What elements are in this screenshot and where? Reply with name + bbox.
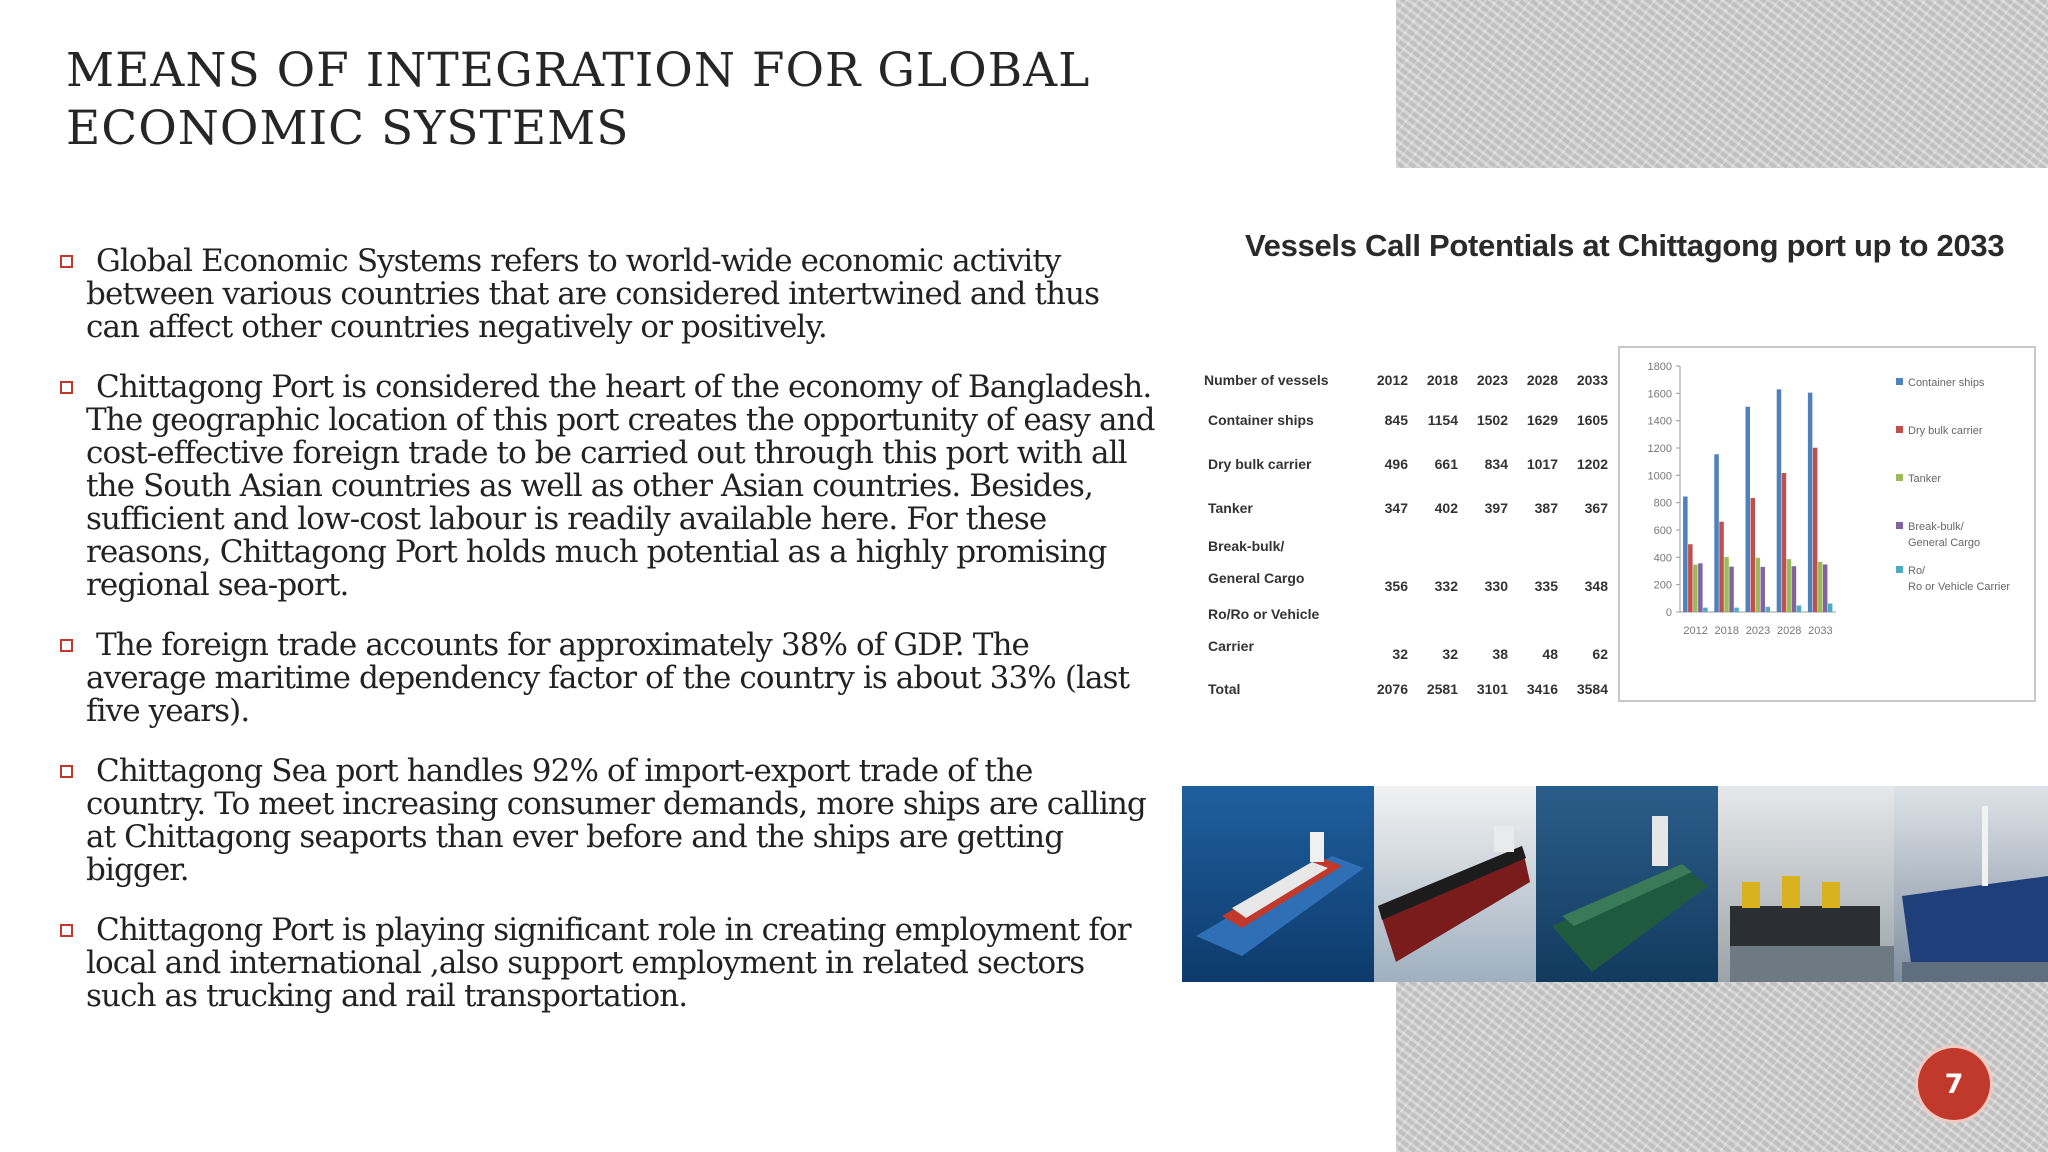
table-cell: 1502 [1476, 412, 1508, 428]
chart-bar [1746, 407, 1751, 612]
table-row-label-line-1: Ro/Ro or Vehicle [1208, 606, 1320, 622]
table-cell: 335 [1534, 578, 1558, 594]
table-cell: 1017 [1526, 456, 1558, 472]
table-row [1204, 398, 1608, 442]
chart-bar [1828, 604, 1833, 612]
container-ship-photo [1182, 786, 1374, 982]
table-total-label: Total [1208, 681, 1241, 697]
legend-swatch [1896, 474, 1903, 481]
chart-bar [1766, 607, 1771, 612]
figure-title: Vessels Call Potentials at Chittagong port up to 2033 [1245, 228, 2005, 263]
x-tick-label: 2023 [1745, 625, 1771, 637]
bulk-carrier-photo [1374, 786, 1536, 982]
vessels-table [1204, 362, 1608, 712]
table-row-label [1204, 530, 1358, 598]
table-cell: 1605 [1576, 412, 1608, 428]
square-bullet-icon [60, 924, 73, 937]
y-tick-label: 200 [1653, 579, 1672, 592]
table-cell: 834 [1484, 456, 1508, 472]
table-row-label: Dry bulk carrier [1208, 456, 1312, 472]
chart-bar [1693, 565, 1698, 612]
legend-label: Container ships [1908, 377, 1985, 389]
chart-bar [1782, 473, 1787, 612]
legend-swatch [1896, 378, 1903, 385]
bullet-text: Chittagong Port is considered the heart of the economy of Bangladesh. The geographic location of this port creates the opportunity of easy and cost-effective foreign trade to be carried out through this port with all the South Asian countries as well as other Asian countries. Besides, sufficient and low-cost labour is readily available here. For these reasons, Chittagong Port holds much potential as a highly promising regional sea-port. [86, 369, 1155, 603]
slide-title-line-2: ECONOMIC SYSTEMS [66, 101, 630, 156]
table-header-year: 2012 [1376, 372, 1408, 388]
table-total-cell: 2076 [1376, 681, 1408, 697]
table-header-year: 2023 [1476, 372, 1508, 388]
chart-bar [1688, 544, 1693, 612]
chart-bar [1714, 454, 1719, 612]
square-bullet-icon [60, 381, 73, 394]
bullet-item [56, 914, 1156, 1013]
tanker-photo [1536, 786, 1718, 982]
table-cell: 661 [1434, 456, 1458, 472]
table-header-label: Number of vessels [1204, 372, 1329, 388]
legend-swatch [1896, 522, 1903, 529]
y-tick-label: 1800 [1647, 361, 1672, 373]
table-row [1204, 598, 1608, 666]
table-header-year: 2018 [1426, 372, 1458, 388]
y-tick-label: 600 [1653, 525, 1672, 537]
legend-swatch [1896, 426, 1903, 433]
table-cell: 356 [1384, 578, 1408, 594]
y-tick-label: 400 [1653, 552, 1672, 565]
bar-chart-frame [1618, 346, 2036, 702]
legend-label: Dry bulk carrier [1908, 425, 1983, 437]
legend-swatch [1896, 566, 1903, 573]
chart-bar [1792, 566, 1797, 612]
table-row-label-line-1: Break-bulk/ [1208, 538, 1285, 554]
table-cell: 348 [1584, 578, 1608, 594]
bullet-item [56, 245, 1156, 344]
table-cell: 332 [1434, 578, 1458, 594]
table-cell: 1202 [1576, 456, 1608, 472]
chart-bar [1703, 608, 1708, 612]
table-total-cell: 3101 [1476, 681, 1508, 697]
chart-bar [1808, 393, 1813, 612]
table-cell: 496 [1384, 456, 1408, 472]
bullet-text: Global Economic Systems refers to world-wide economic activity between various countries that are considered intertwined and thus can affect other countries negatively or positively. [86, 243, 1100, 345]
chart-bar [1777, 389, 1782, 612]
y-tick-label: 1600 [1647, 388, 1672, 401]
general-cargo-ship-photo [1718, 786, 1894, 982]
bullet-text: Chittagong Port is playing significant role in creating employment for local and international ,also support employment in related sectors such as trucking and rail transportation. [86, 912, 1131, 1014]
chart-bar [1734, 608, 1739, 612]
table-cell: 397 [1484, 500, 1508, 516]
table-cell: 32 [1442, 646, 1458, 662]
chart-bar [1724, 557, 1729, 612]
legend-label: Tanker [1908, 473, 1942, 485]
table-total-row [1204, 666, 1608, 712]
y-tick-label: 1000 [1647, 470, 1672, 483]
x-tick-label: 2033 [1808, 625, 1833, 637]
x-tick-label: 2018 [1714, 625, 1740, 637]
table-total-cell: 2581 [1426, 681, 1458, 697]
bullet-item [56, 755, 1156, 887]
table-cell: 1629 [1526, 412, 1558, 428]
table-row [1204, 530, 1608, 598]
legend-label: Ro or Vehicle Carrier [1908, 581, 2011, 593]
chart-bar [1698, 563, 1703, 612]
table-cell: 62 [1592, 646, 1608, 662]
chart-bar [1729, 567, 1734, 612]
x-tick-label: 2012 [1683, 625, 1708, 637]
square-bullet-icon [60, 639, 73, 652]
table-cell: 387 [1534, 500, 1558, 516]
slide-title [66, 42, 1266, 158]
chart-bar [1683, 497, 1688, 612]
bullet-item [56, 629, 1156, 728]
bullet-text: Chittagong Sea port handles 92% of import-export trade of the country. To meet increasing consumer demands, more ships are calling at Chittagong seaports than ever before and the ships are getting bigger. [86, 753, 1146, 888]
chart-bar [1756, 558, 1761, 612]
chart-bar [1813, 448, 1818, 612]
table-row-label: Tanker [1208, 500, 1253, 516]
table-row-label-line-2: General Cargo [1208, 570, 1305, 586]
bullet-text: The foreign trade accounts for approximately 38% of GDP. The average maritime dependency factor of the country is about 33% (last five years). [86, 627, 1130, 729]
chart-bar [1787, 559, 1792, 612]
table-row [1204, 442, 1608, 486]
x-tick-label: 2028 [1776, 625, 1802, 637]
slide-title-line-1: MEANS OF INTEGRATION FOR GLOBAL [66, 43, 1091, 98]
table-row [1204, 486, 1608, 530]
legend-label: Ro/ [1908, 565, 1926, 577]
table-cell: 347 [1384, 500, 1408, 516]
table-cell: 330 [1484, 578, 1508, 594]
table-header-row [1204, 362, 1608, 398]
y-tick-label: 0 [1665, 607, 1672, 619]
table-cell: 32 [1392, 646, 1408, 662]
table-row-label [1204, 598, 1358, 666]
bar-chart [1620, 348, 2034, 700]
chart-bar [1823, 564, 1828, 612]
table-total-cell: 3416 [1526, 681, 1558, 697]
legend-label: General Cargo [1908, 537, 1981, 549]
table-header-year: 2028 [1526, 372, 1558, 388]
table-cell: 38 [1492, 646, 1508, 662]
table-cell: 845 [1384, 412, 1408, 428]
vehicle-carrier-photo [1894, 786, 2048, 982]
chart-bar [1797, 605, 1802, 612]
table-total-cell: 3584 [1576, 681, 1608, 697]
chart-bar [1751, 498, 1756, 612]
square-bullet-icon [60, 255, 73, 268]
table-row-label: Container ships [1208, 412, 1314, 428]
table-row-label-line-2: Carrier [1208, 638, 1254, 654]
table-cell: 367 [1584, 500, 1608, 516]
chart-bar [1719, 522, 1724, 612]
y-tick-label: 800 [1653, 497, 1672, 510]
table-cell: 48 [1542, 646, 1558, 662]
table-cell: 402 [1434, 500, 1458, 516]
texture-panel-top [1396, 0, 2048, 168]
table-header-year: 2033 [1576, 372, 1608, 388]
bullet-list [56, 245, 1156, 1040]
table-cell: 1154 [1427, 412, 1458, 428]
y-tick-label: 1400 [1647, 415, 1672, 428]
ship-photo-strip [1182, 786, 2048, 982]
square-bullet-icon [60, 765, 73, 778]
page-number-badge: 7 [1918, 1048, 1990, 1120]
chart-bar [1818, 562, 1823, 612]
chart-bar [1761, 567, 1766, 612]
y-tick-label: 1200 [1647, 443, 1672, 455]
legend-label: Break-bulk/ [1908, 521, 1964, 533]
bullet-item [56, 371, 1156, 602]
